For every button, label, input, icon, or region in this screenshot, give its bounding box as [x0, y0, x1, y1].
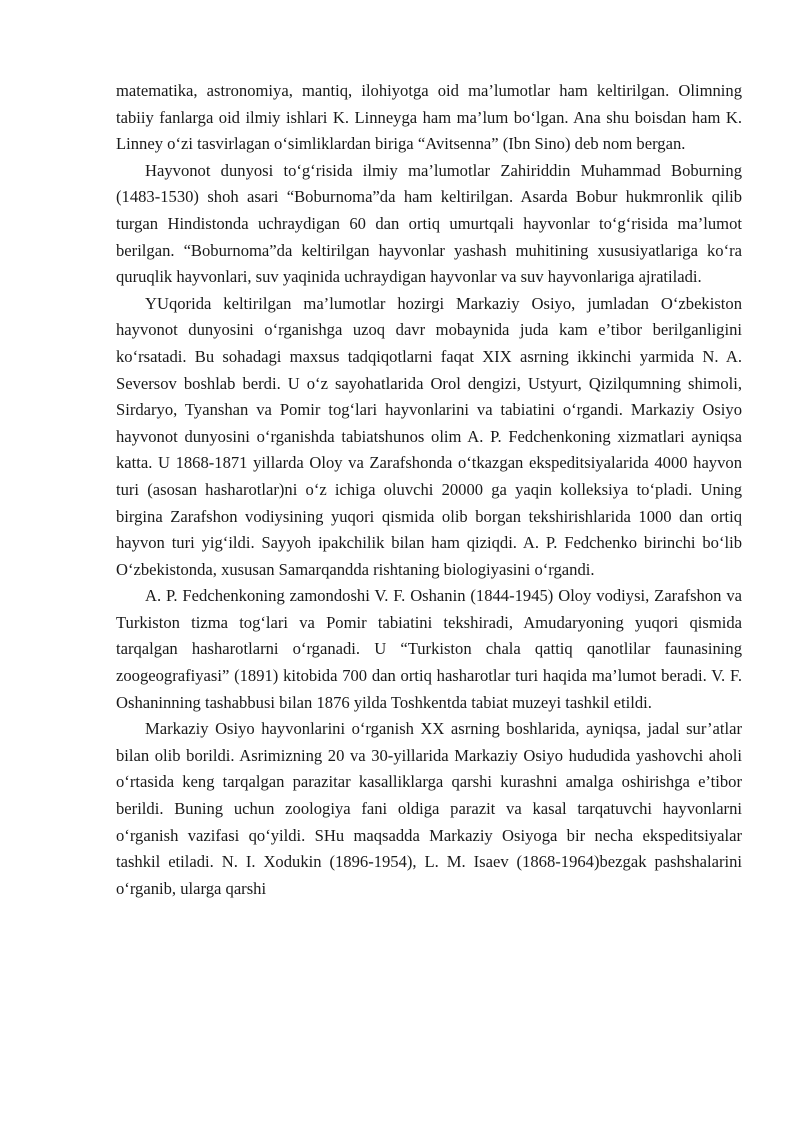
- document-page: [116, 78, 742, 902]
- paragraph-4: A. P. Fedchenkoning zamondoshi V. F. Oshanin (1844-1945) Oloy vodiysi, Zarafshon va Turkiston tizma tog‘lari va Pomir tabiatini tekshiradi, Amudaryoning yuqori qismida tarqalgan hasharotlarni o‘rganadi. U “Turkiston chala qattiq qanotlilar faunasining zoogeografiyasi” (1891) kitobida 700 dan ortiq hasharotlar turi haqida ma’lumot beradi. V. F. Oshaninning tashabbusi bilan 1876 yilda Toshkentda tabiat muzeyi tashkil etildi.: [116, 586, 742, 712]
- paragraph-5: Markaziy Osiyo hayvonlarini o‘rganish XX asrning boshlarida, ayniqsa, jadal sur’atlar bilan olib borildi. Asrimizning 20 va 30-yillarida Markaziy Osiyo hududida yashovchi aholi o‘rtasida keng tarqalgan parazitar kasalliklarga qarshi kurashni amalga oshirishga e’tibor berildi. Buning uchun zoologiya fani oldiga parazit va kasal tarqatuvchi hayvonlarni o‘rganish vazifasi qo‘yildi. SHu maqsadda Markaziy Osiyoga bir necha ekspeditsiyalar tashkil etiladi. N. I. Xodukin (1896-1954), L. M. Isaev (1868-1964)bezgak pashshalarini o‘rganib, ularga qarshi: [116, 719, 742, 898]
- paragraph-1: matematika, astronomiya, mantiq, ilohiyotga oid ma’lumotlar ham keltirilgan. Olimning tabiiy fanlarga oid ilmiy ishlari K. Linneyga ham ma’lum bo‘lgan. Ana shu boisdan ham K. Linney o‘zi tasvirlagan o‘simliklardan biriga “Avitsenna” (Ibn Sino) deb nom bergan.: [116, 81, 742, 154]
- paragraph-3: YUqorida keltirilgan ma’lumotlar hozirgi Markaziy Osiyo, jumladan O‘zbekiston hayvonot dunyosini o‘rganishga uzoq davr mobaynida juda kam e’tibor berilganligini ko‘rsatadi. Bu sohadagi maxsus tadqiqotlarni faqat XIX asrning ikkinchi yarmida N. A. Seversov boshlab berdi. U o‘z sayohatlarida Orol dengizi, Ustyurt, Qizilqumning shimoli, Sirdaryo, Tyanshan va Pomir tog‘lari hayvonlarini va tabiatini o‘rgandi. Markaziy Osiyo hayvonot dunyosini o‘rganishda tabiatshunos olim A. P. Fedchenkoning xizmatlari ayniqsa katta. U 1868-1871 yillarda Oloy va Zarafshonda o‘tkazgan ekspeditsiyalarida 4000 hayvon turi (asosan hasharotlar)ni o‘z ichiga oluvchi 20000 ga yaqin kolleksiya to‘pladi. Uning birgina Zarafshon vodiysining yuqori qismida olib borgan tekshirishlarida 1000 dan ortiq hayvon turi yig‘ildi. Sayyoh ipakchilik bilan ham qiziqdi. A. P. Fedchenko birinchi bo‘lib O‘zbekistonda, xususan Samarqandda rishtaning biologiyasini o‘rgandi.: [116, 293, 742, 579]
- paragraph-2: Hayvonot dunyosi to‘g‘risida ilmiy ma’lumotlar Zahiriddin Muhammad Boburning (1483-1530) shoh asari “Boburnoma”da ham keltirilgan. Asarda Bobur hukmronlik qilib turgan Hindistonda uchraydigan 60 dan ortiq umurtqali hayvonlar to‘g‘risida ma’lumot berilgan. “Boburnoma”da keltirilgan hayvonlar yashash muhitining xususiyatlariga ko‘ra quruqlik hayvonlari, suv yaqinida uchraydigan hayvonlar va suv hayvonlariga ajratiladi.: [116, 160, 742, 287]
